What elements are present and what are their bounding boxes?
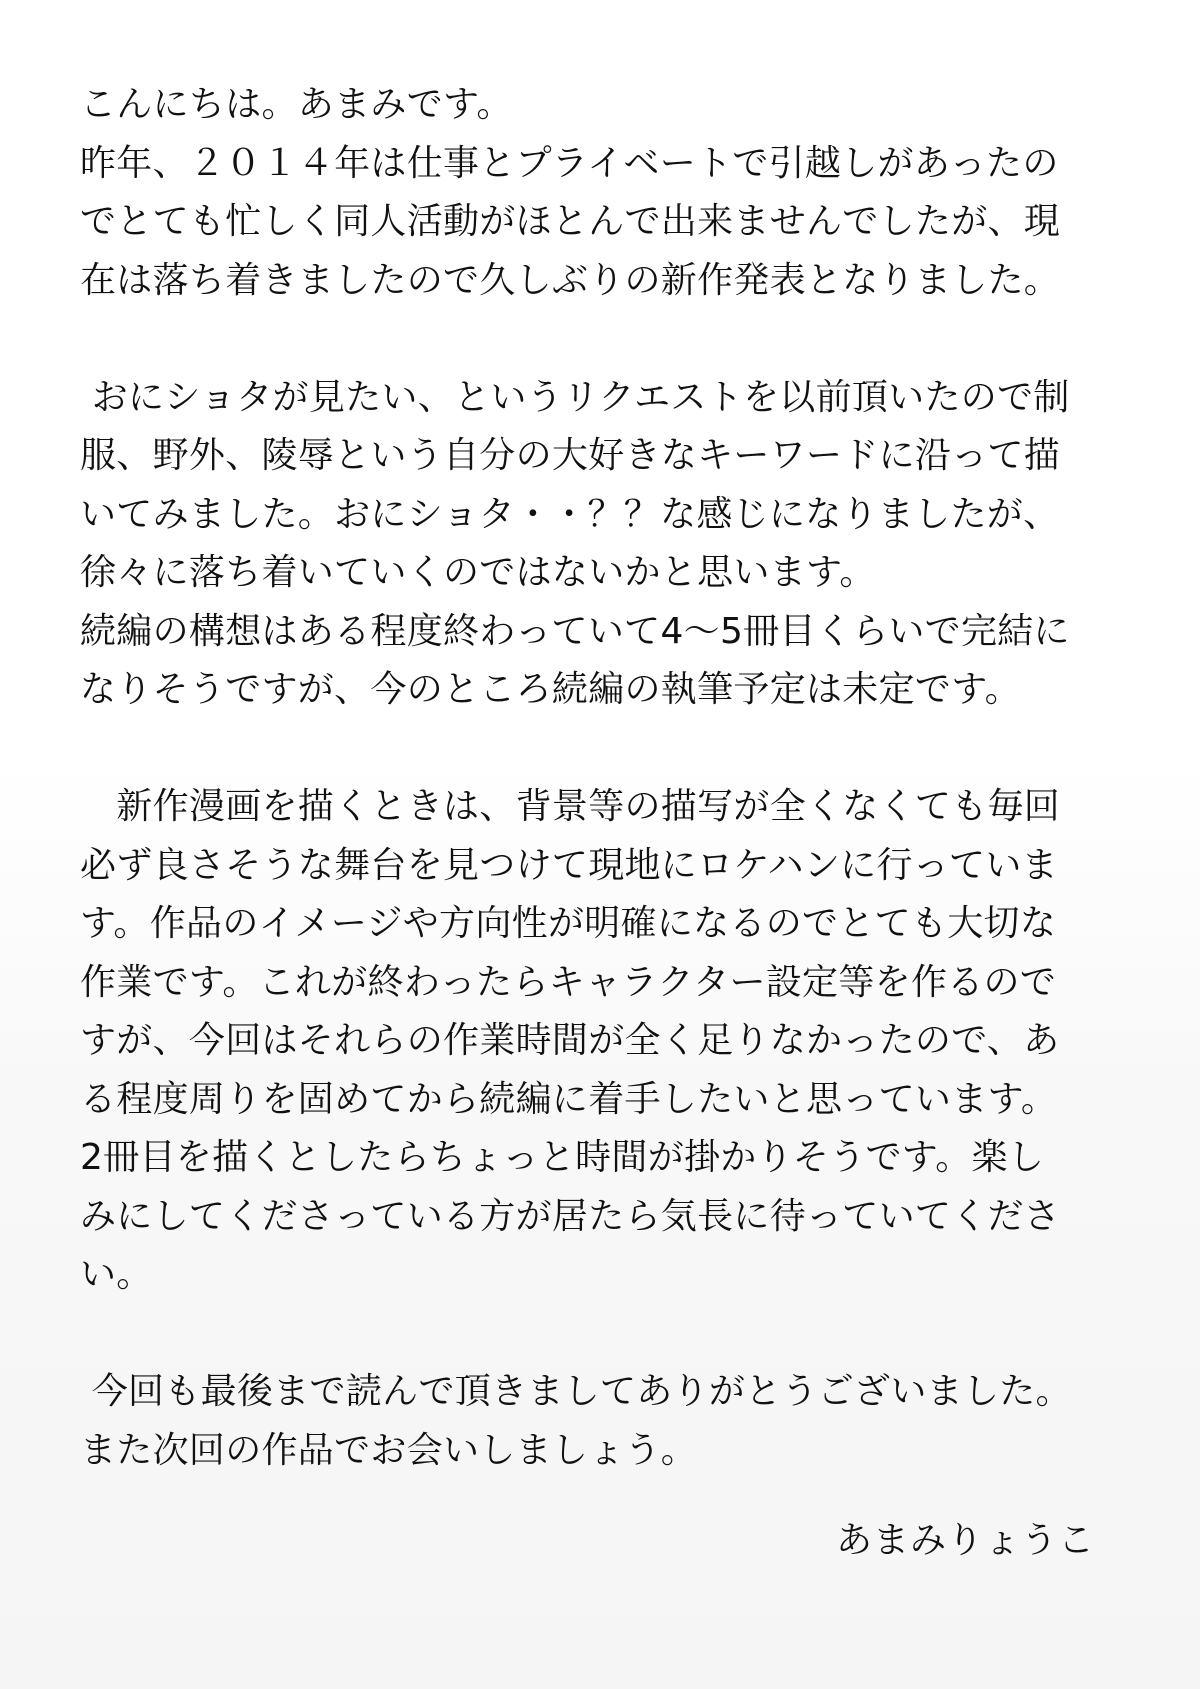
text-line: 続編の構想はある程度終わっていて4〜5冊目くらいで完結に xyxy=(80,610,1070,652)
text-line: 新作漫画を描くときは、背景等の描写が全くなくても毎回 xyxy=(80,786,1061,827)
text-line: いてみました。おにショタ・・？？な感じになりましたが、 xyxy=(80,493,1060,535)
paragraph-spacer xyxy=(80,310,1130,369)
text-line: また次回の作品でお会いしましょう。 xyxy=(80,1429,698,1471)
text-line: 徐々に落ち着いていくのではないかと思います。 xyxy=(80,552,876,593)
afterword-text xyxy=(80,76,1130,1480)
text-line: 服、野外、陵辱という自分の大好きなキーワードに沿って描 xyxy=(80,435,1061,476)
author-signature: あまみりょうこ xyxy=(836,1520,1096,1561)
text-line: みにしてくださっている方が居たら気長に待っていてくださ xyxy=(80,1195,1061,1237)
text-line: 作業です。これが終わったらキャラクター設定等を作るので xyxy=(80,961,1057,1003)
text-line: す。作品のイメージや方向性が明確になるのでとても大切な xyxy=(80,903,1057,944)
paragraph-request xyxy=(80,369,1130,720)
paragraph-closing xyxy=(80,1363,1130,1480)
text-line: なりそうですが、今のところ続編の執筆予定は未定です。 xyxy=(80,669,1021,710)
text-line: い。 xyxy=(80,1254,153,1295)
text-line: 必ず良さそうな舞台を見つけて現地にロケハンに行っていま xyxy=(80,844,1058,886)
text-line: 昨年、２０１４年は仕事とプライベートで引越しがあったの xyxy=(80,142,1059,184)
text-line: 2冊目を描くとしたらちょっと時間が掛かりそうです。楽し xyxy=(80,1137,1045,1178)
text-line: でとても忙しく同人活動がほとんで出来ませんでしたが、現 xyxy=(80,201,1061,242)
paragraph-spacer xyxy=(80,1305,1130,1364)
text-line: おにショタが見たい、というリクエストを以前頂いたので制 xyxy=(80,376,1070,418)
paragraph-process xyxy=(80,778,1130,1305)
text-line: 在は落ち着きましたので久しぶりの新作発表となりました。 xyxy=(80,259,1061,301)
paragraph-spacer xyxy=(80,720,1130,779)
text-line: こんにちは。あまみです。 xyxy=(80,84,513,125)
text-line: 今回も最後まで読んで頂きましてありがとうございました。 xyxy=(80,1371,1072,1412)
text-line: る程度周りを固めてから続編に着手したいと思っています。 xyxy=(80,1078,1058,1120)
paragraph-greeting xyxy=(80,76,1130,310)
text-line: すが、今回はそれらの作業時間が全く足りなかったので、あ xyxy=(80,1020,1060,1061)
